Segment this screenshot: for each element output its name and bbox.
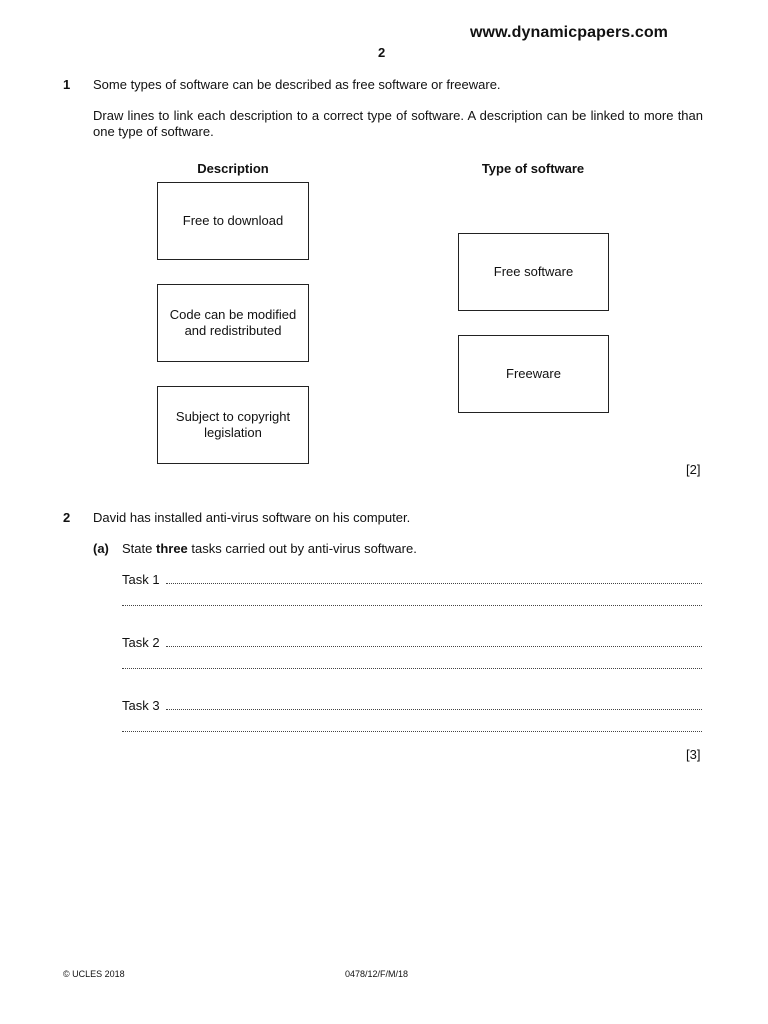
part-a-marks: [3] [686,747,701,762]
question-2-number: 2 [63,510,71,525]
type-box-freeware[interactable] [458,335,609,413]
question-1-number: 1 [63,77,71,92]
footer-copyright: © UCLES 2018 [63,969,125,979]
task-1-continuation-line[interactable] [122,604,702,609]
question-1-marks: [2] [686,462,701,477]
site-url: www.dynamicpapers.com [470,24,669,41]
description-text-2: Code can be modified and redistributed [169,307,297,338]
task-1-label: Task 1 [122,572,160,587]
footer-paper-code: 0478/12/F/M/18 [345,969,409,979]
task-3-dotted-line-2 [122,730,702,732]
task-3-label: Task 3 [122,698,160,713]
type-text-freeware: Freeware [506,366,561,381]
question-2-stem: David has installed anti-virus software on his computer. [93,510,411,525]
task-2-label: Task 2 [122,635,160,650]
question-1-intro: Some types of software can be described as free software or freeware. [93,77,501,92]
task-1-dotted-line-2 [122,604,702,606]
task-3-answer-line[interactable] [122,698,702,713]
part-a-prefix: State [122,541,153,556]
task-2-answer-line[interactable] [122,635,702,650]
page-number: 2 [378,45,386,60]
task-2-continuation-line[interactable] [122,667,702,672]
task-3-continuation-line[interactable] [122,730,702,735]
task-3-dotted-line [166,708,702,710]
type-of-software-heading: Type of software [481,161,585,176]
part-a-suffix: tasks carried out by anti-virus software. [191,541,417,556]
question-1-instruction: Draw lines to link each description to a correct type of software. A description can be linked to more than one type of software. [93,108,703,139]
part-a-emphasis: three [155,541,188,556]
type-text-free-software: Free software [493,264,574,279]
task-1-dotted-line [166,582,702,584]
description-heading: Description [197,161,269,176]
description-box-2[interactable] [157,284,309,362]
part-a-label: (a) [93,541,109,556]
task-2-dotted-line [166,645,702,647]
description-text-3: Subject to copyright legislation [175,409,291,440]
type-box-free-software[interactable] [458,233,609,311]
description-box-3[interactable] [157,386,309,464]
task-1-answer-line[interactable] [122,572,702,587]
description-box-1[interactable] [157,182,309,260]
description-text-1: Free to download [182,213,284,228]
task-2-dotted-line-2 [122,667,702,669]
part-a-prompt [122,541,702,557]
